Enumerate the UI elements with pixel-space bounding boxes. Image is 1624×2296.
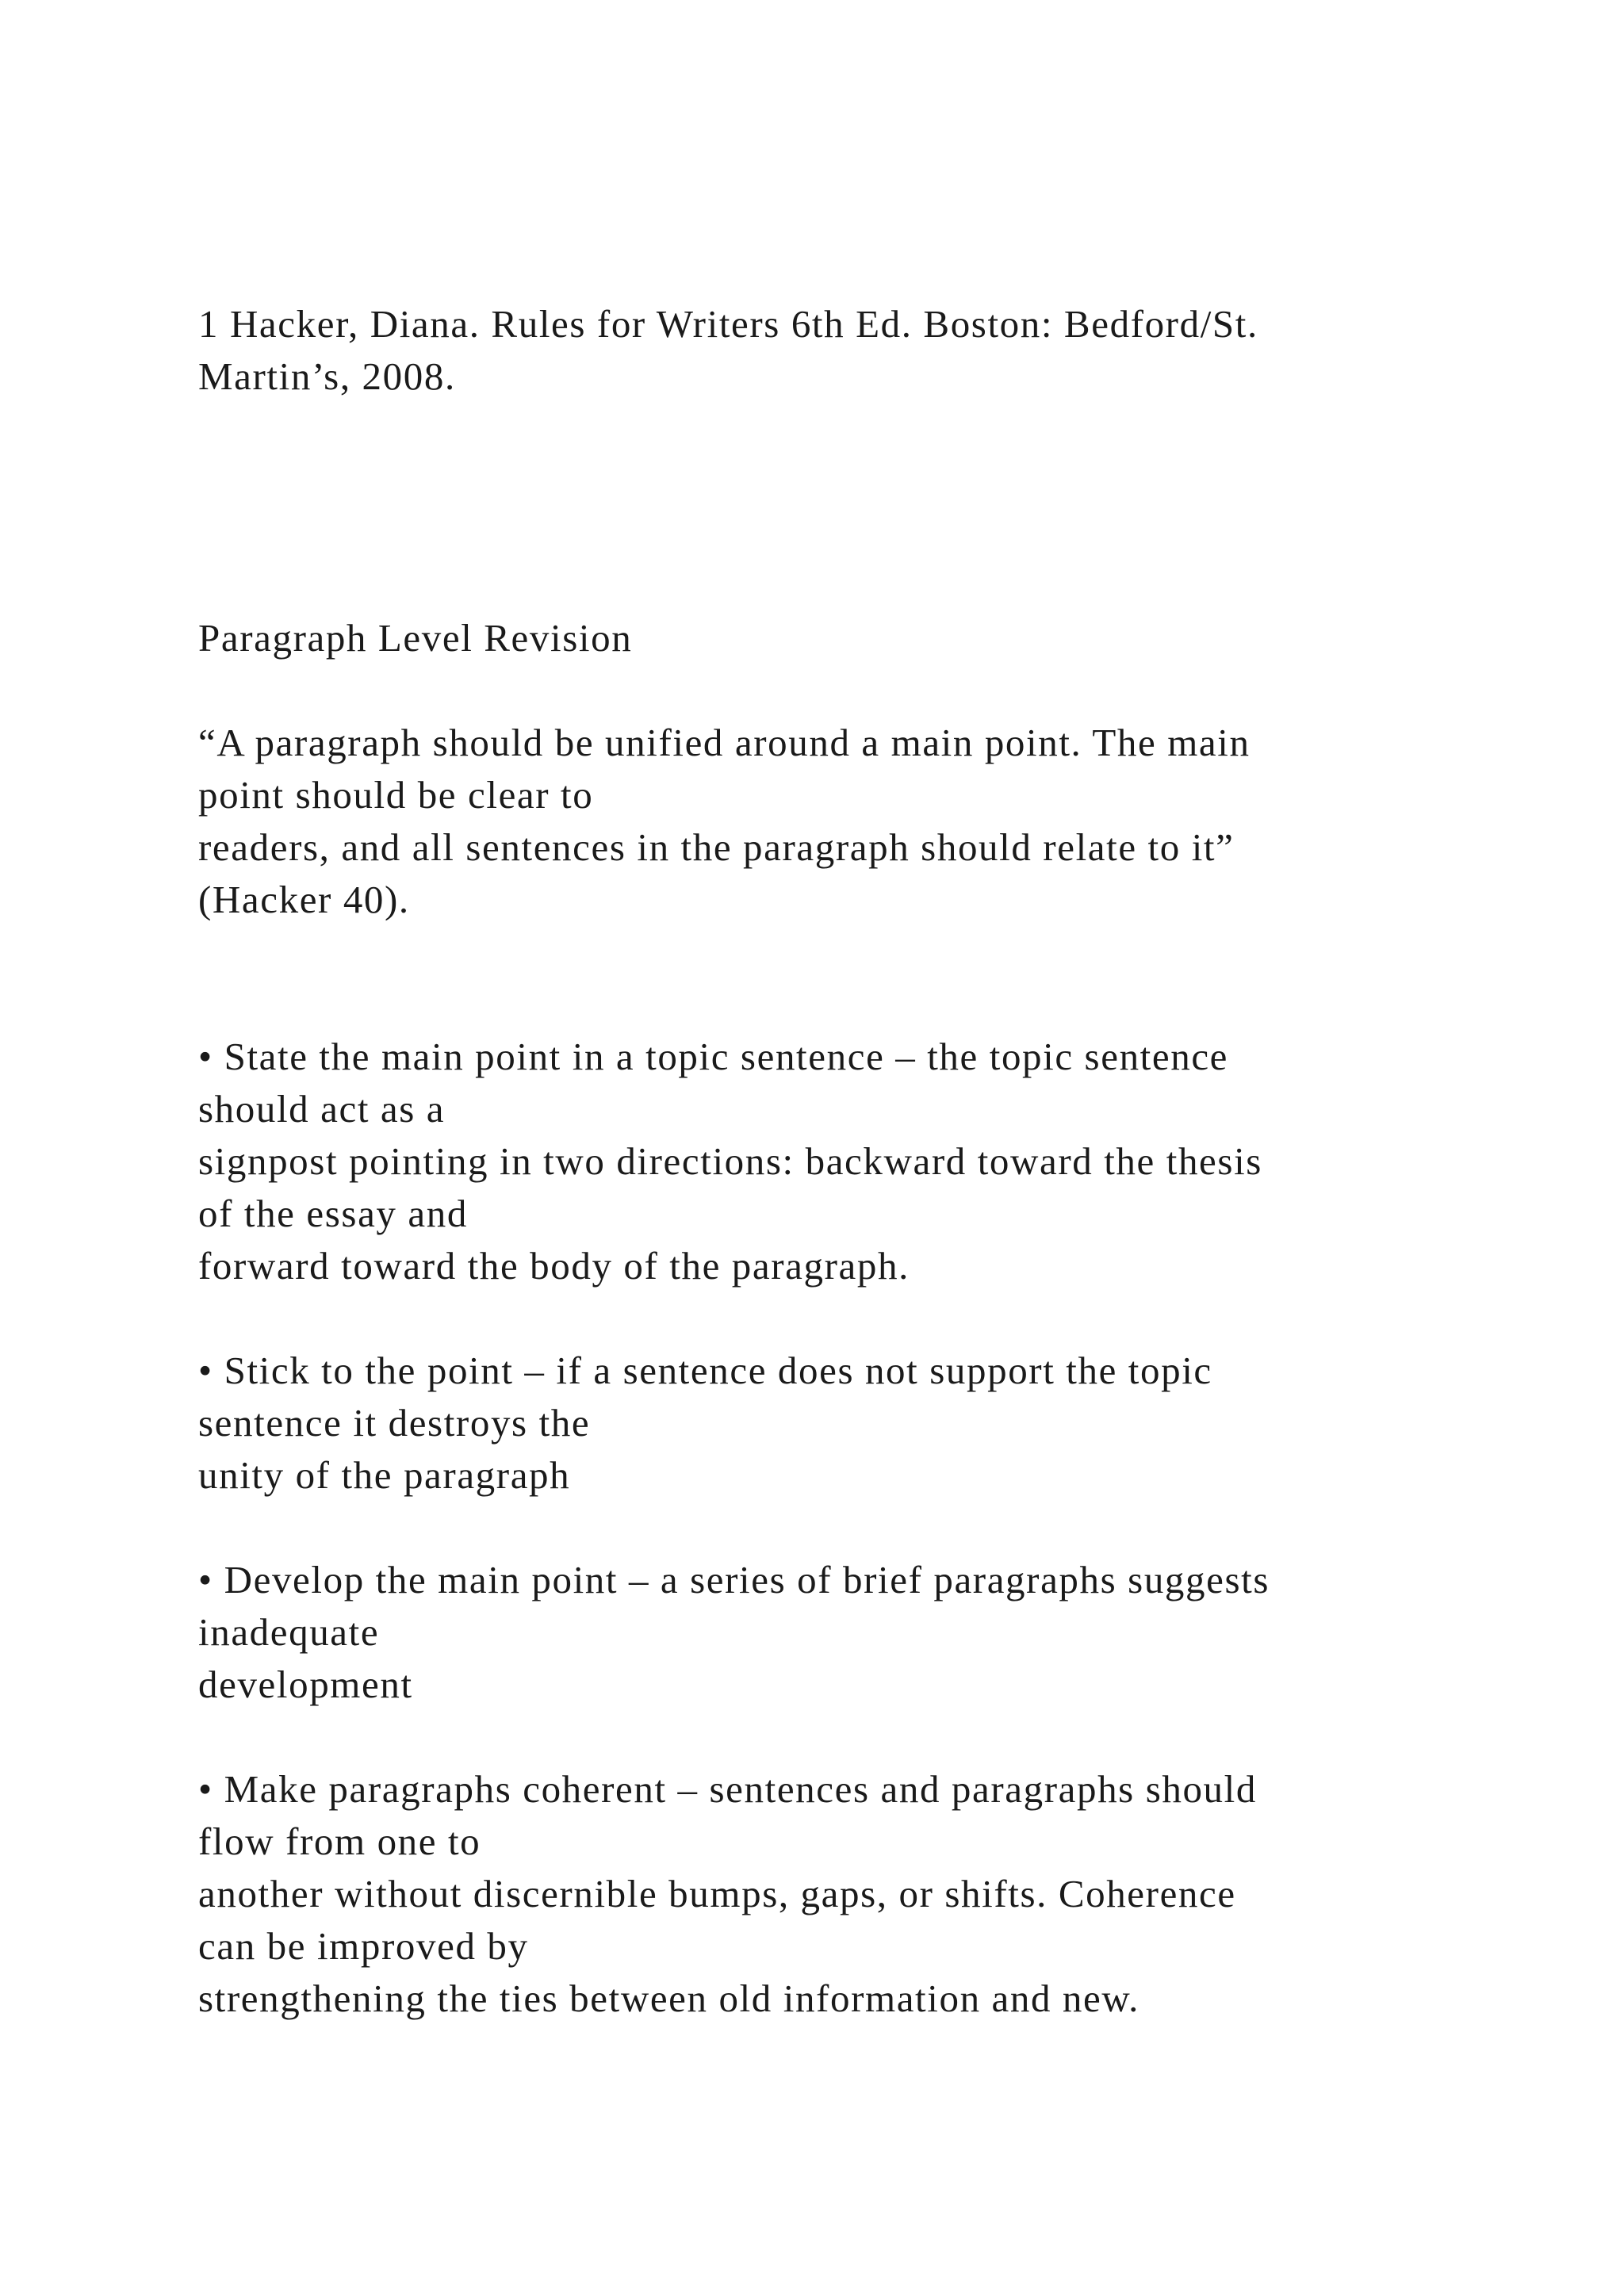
spacer xyxy=(198,664,1546,717)
bullet-line: • Develop the main point – a series of brief paragraphs suggests xyxy=(198,1558,1270,1601)
bullet-line: • State the main point in a topic sentence – the topic sentence xyxy=(198,1035,1229,1078)
spacer xyxy=(198,403,1546,612)
document-text xyxy=(198,298,1546,2025)
bullet-line: unity of the paragraph xyxy=(198,1453,571,1497)
bullet-line: sentence it destroys the xyxy=(198,1401,591,1445)
bullet-item xyxy=(198,1763,1546,2025)
bullet-line: of the essay and xyxy=(198,1192,468,1235)
bullet-line: another without discernible bumps, gaps, or shifts. Coherence xyxy=(198,1872,1236,1915)
quote-block xyxy=(198,717,1546,926)
bullet-item xyxy=(198,1031,1546,1292)
footnote xyxy=(198,298,1546,403)
footnote-line: 1 Hacker, Diana. Rules for Writers 6th Ed. Boston: Bedford/St. xyxy=(198,302,1258,346)
spacer xyxy=(198,1502,1546,1554)
quote-line: point should be clear to xyxy=(198,773,594,817)
bullet-line: forward toward the body of the paragraph. xyxy=(198,1244,910,1288)
bullet-line: flow from one to xyxy=(198,1820,481,1863)
quote-line: “A paragraph should be unified around a main point. The main xyxy=(198,721,1251,764)
bullet-item xyxy=(198,1554,1546,1711)
footnote-line: Martin’s, 2008. xyxy=(198,354,456,398)
bullet-line: should act as a xyxy=(198,1087,446,1131)
section-heading: Paragraph Level Revision xyxy=(198,616,633,660)
bullet-line: • Make paragraphs coherent – sentences and paragraphs should xyxy=(198,1767,1257,1811)
bullet-line: can be improved by xyxy=(198,1924,529,1968)
bullet-line: inadequate xyxy=(198,1610,380,1654)
bullet-item xyxy=(198,1345,1546,1502)
quote-line: (Hacker 40). xyxy=(198,878,410,921)
quote-line: readers, and all sentences in the paragraph should relate to it” xyxy=(198,825,1235,869)
bullet-line: signpost pointing in two directions: backward toward the thesis xyxy=(198,1139,1262,1183)
spacer xyxy=(198,1292,1546,1345)
bullet-line: development xyxy=(198,1663,413,1706)
bullet-line: strengthening the ties between old information and new. xyxy=(198,1976,1140,2020)
spacer xyxy=(198,926,1546,1031)
bullet-line: • Stick to the point – if a sentence does not support the topic xyxy=(198,1349,1212,1392)
spacer xyxy=(198,1711,1546,1763)
